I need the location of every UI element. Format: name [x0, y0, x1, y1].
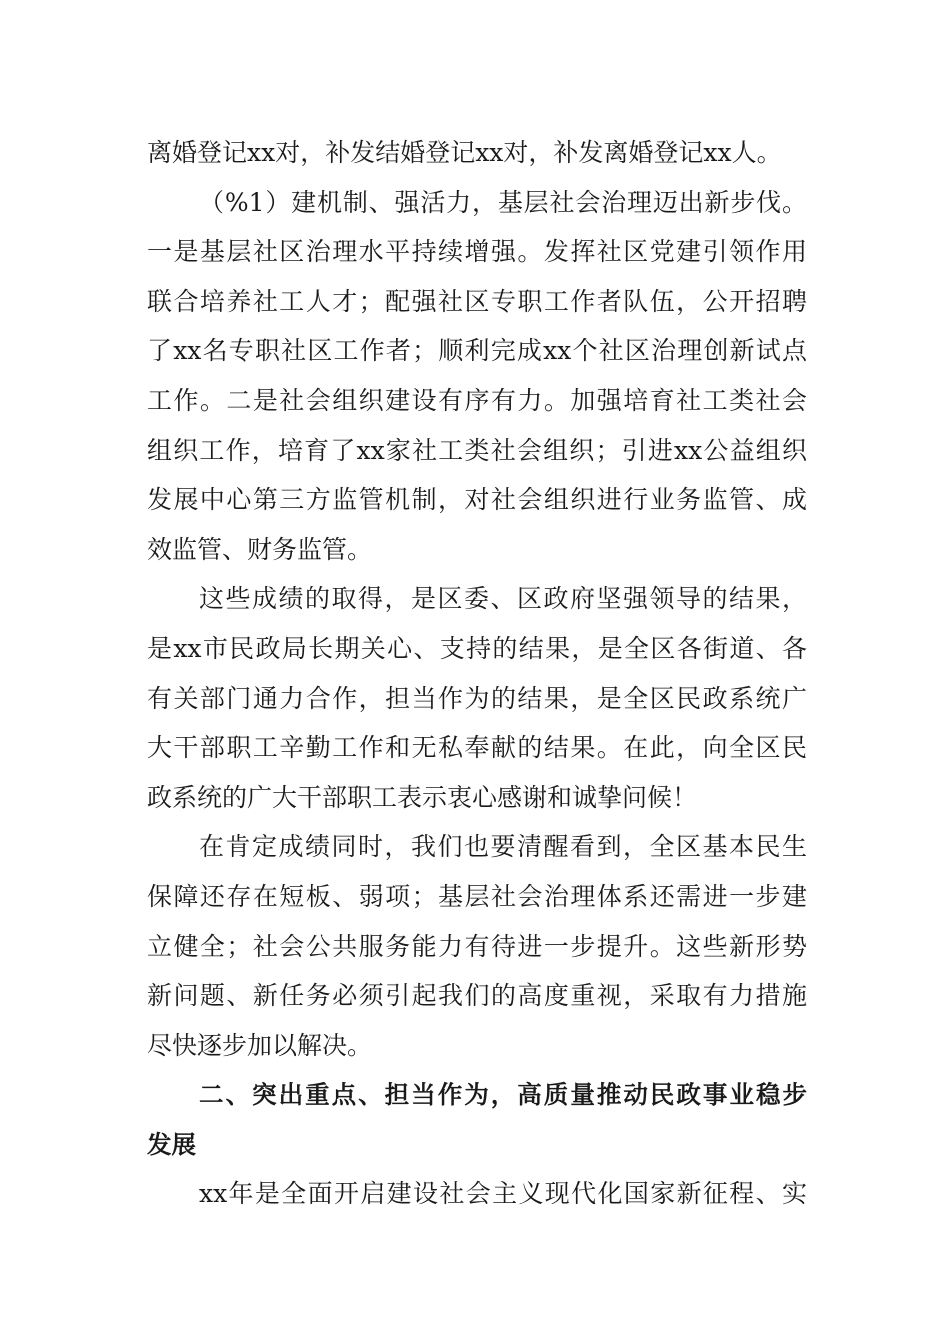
text-line: 组织工作，培育了xx家社工类社会组织；引进xx公益组织	[147, 435, 807, 465]
paragraph-new-journey	[147, 1169, 807, 1219]
text-line: 发展中心第三方监管机制，对社会组织进行业务监管、成	[147, 485, 807, 515]
text-line: xx年是全面开启建设社会主义现代化国家新征程、实	[199, 1179, 807, 1209]
text-line: （%1）建机制、强活力，基层社会治理迈出新步伐。	[199, 187, 807, 217]
section-heading	[147, 1070, 807, 1169]
text-line: 是xx市民政局长期关心、支持的结果，是全区各街道、各	[147, 633, 807, 663]
text-line: 政系统的广大干部职工表示衷心感谢和诚挚问候！	[147, 782, 698, 812]
text-line: 尽快逐步加以解决。	[147, 1030, 373, 1060]
document-body	[147, 128, 807, 1219]
paragraph-shortcomings	[147, 822, 807, 1070]
text-line: 效监管、财务监管。	[147, 534, 373, 564]
text-line: 了xx名专职社区工作者；顺利完成xx个社区治理创新试点	[147, 336, 807, 366]
text-line: 有关部门通力合作，担当作为的结果，是全区民政系统广	[147, 683, 807, 713]
text-line: 立健全；社会公共服务能力有待进一步提升。这些新形势	[147, 931, 807, 961]
text-line: 大干部职工辛勤工作和无私奉献的结果。在此，向全区民	[147, 733, 807, 763]
text-line: 新问题、新任务必须引起我们的高度重视，采取有力措施	[147, 981, 807, 1011]
text-line: 一是基层社区治理水平持续增强。发挥社区党建引领作用	[147, 237, 807, 267]
paragraph-achievements-thanks	[147, 574, 807, 822]
heading-line: 二、突出重点、担当作为，高质量推动民政事业稳步	[199, 1080, 807, 1110]
paragraph-marriage-stats	[147, 128, 807, 178]
text-line: 保障还存在短板、弱项；基层社会治理体系还需进一步建	[147, 881, 807, 911]
heading-line: 发展	[147, 1129, 196, 1159]
text-line: 工作。二是社会组织建设有序有力。加强培育社工类社会	[147, 385, 807, 415]
text-line: 在肯定成绩同时，我们也要清醒看到，全区基本民生	[199, 832, 807, 862]
text-line: 联合培养社工人才；配强社区专职工作者队伍，公开招聘	[147, 286, 807, 316]
text-line: 离婚登记xx对，补发结婚登记xx对，补发离婚登记xx人。	[147, 138, 782, 167]
text-line: 这些成绩的取得，是区委、区政府坚强领导的结果，	[199, 584, 807, 614]
paragraph-grassroots-governance	[147, 178, 807, 575]
